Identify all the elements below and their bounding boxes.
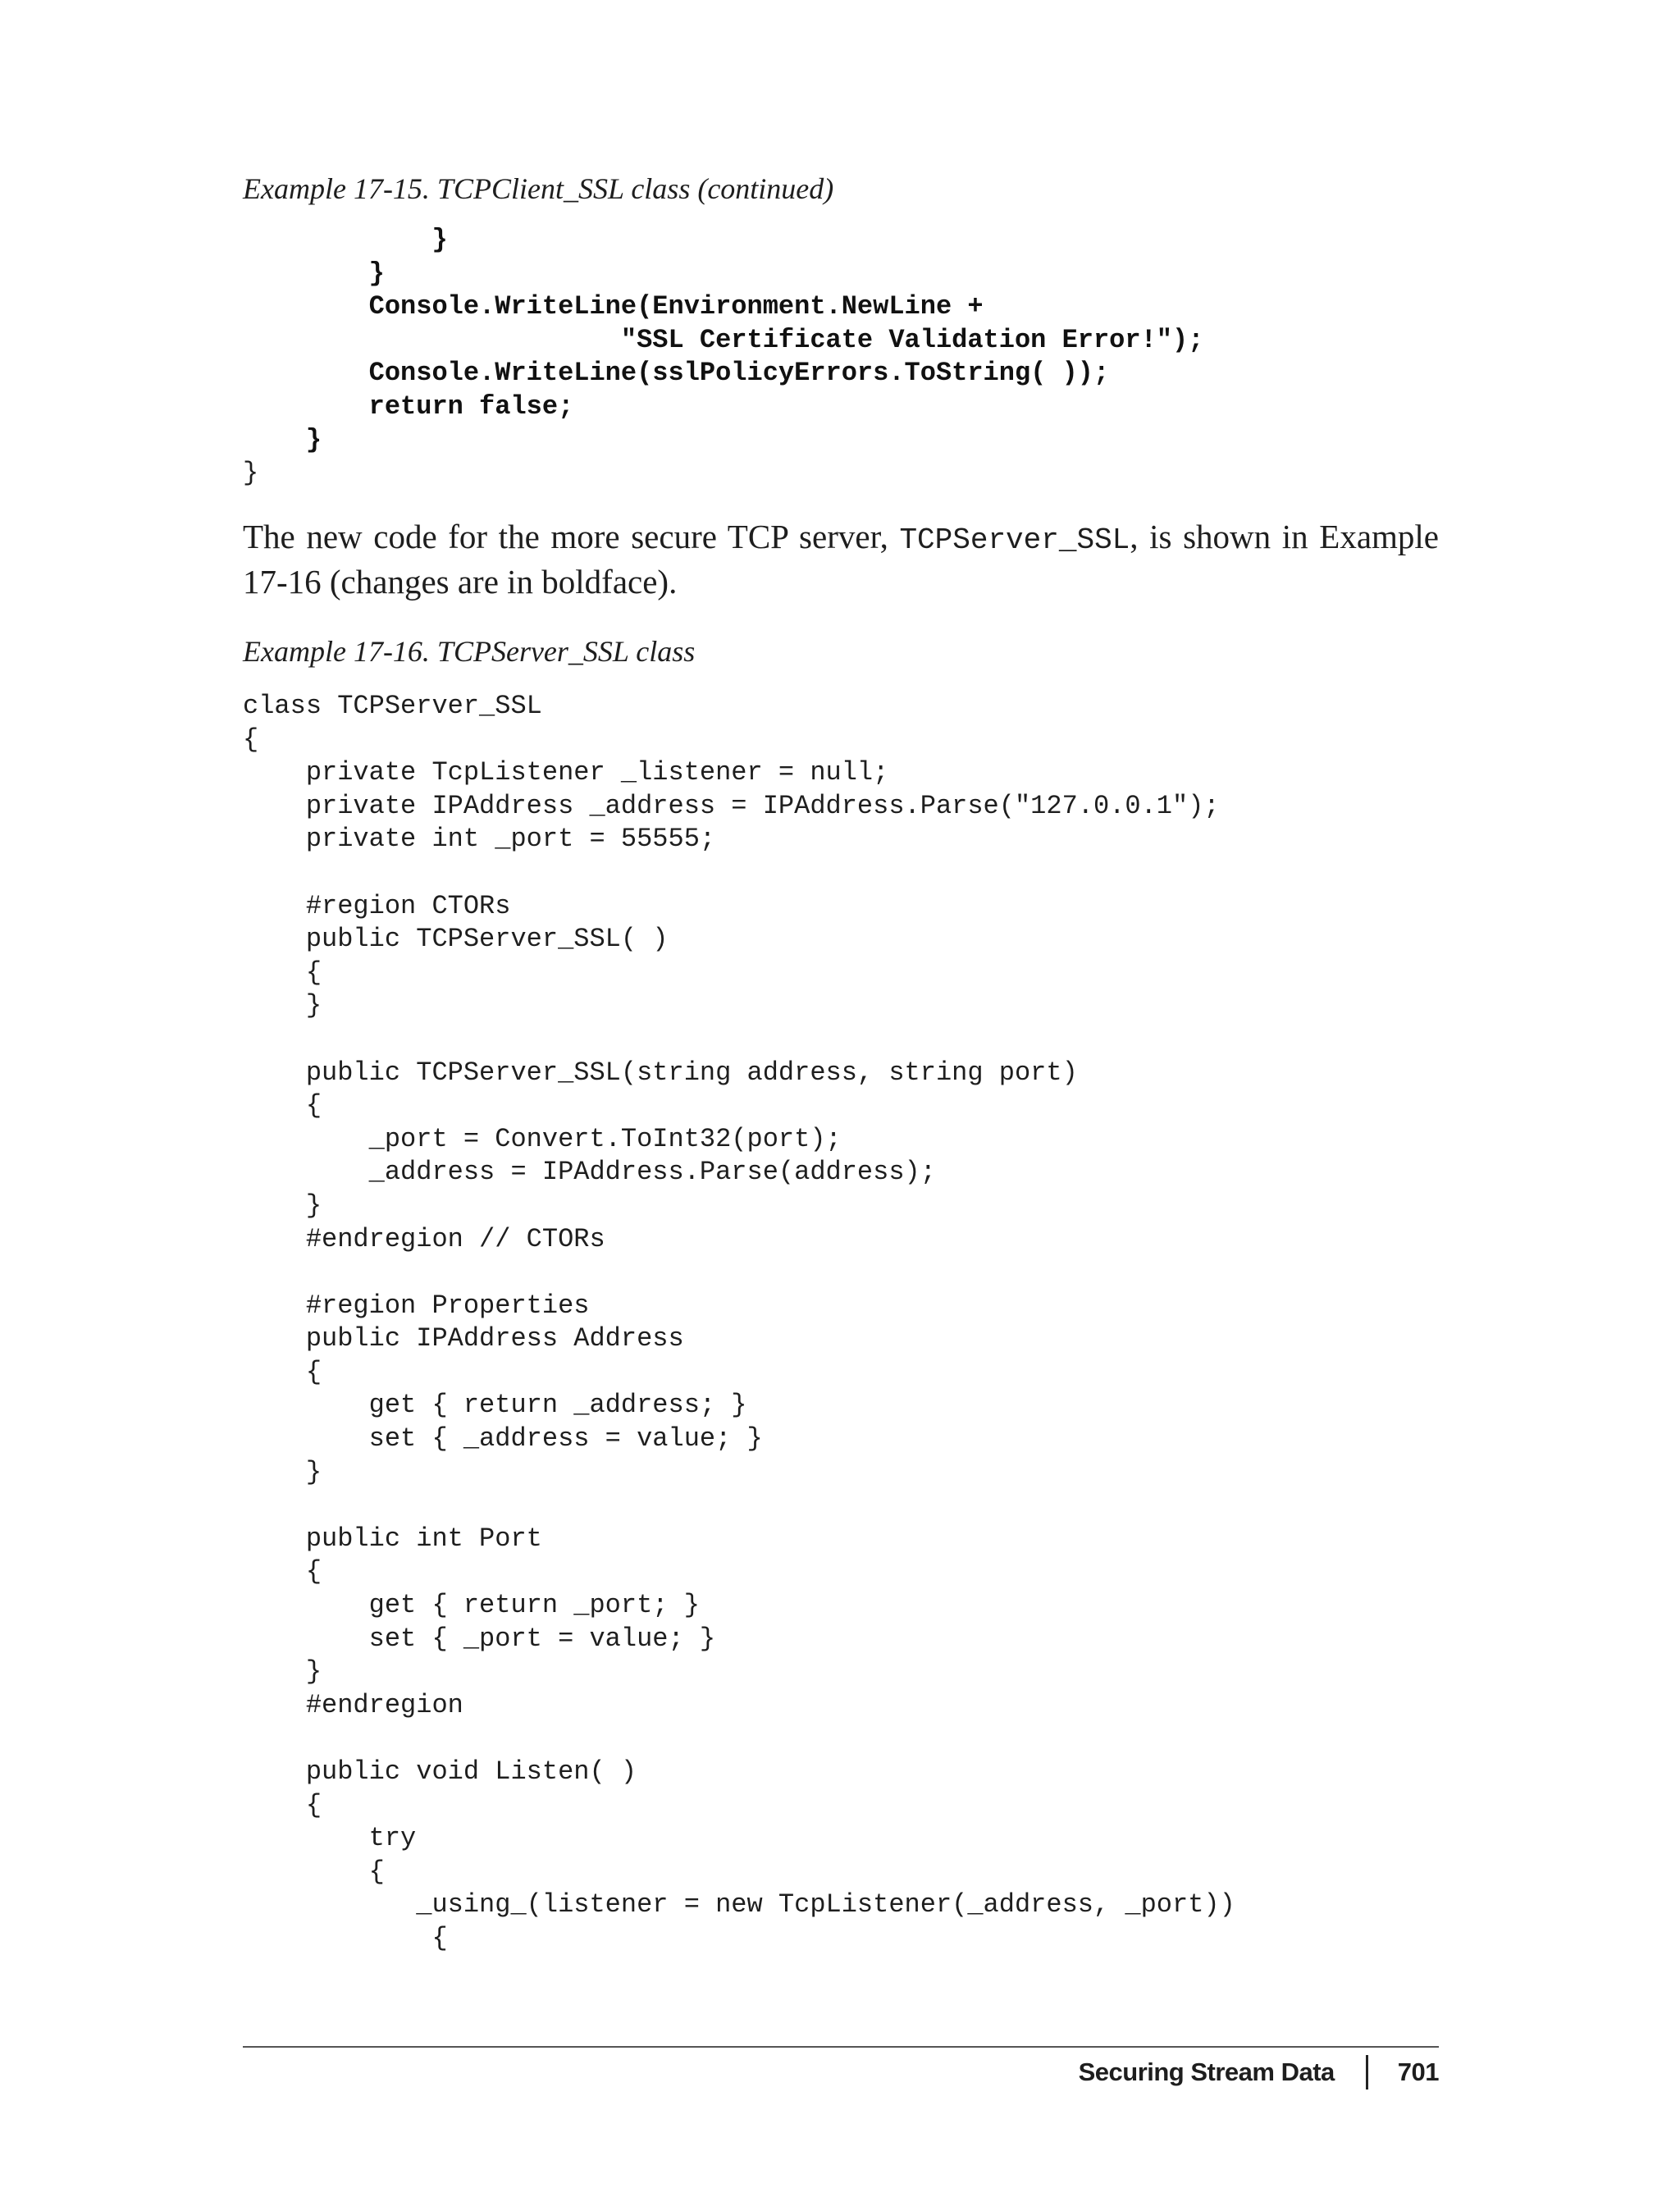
page-footer	[1079, 2055, 1439, 2090]
code-line: class TCPServer_SSL	[243, 691, 542, 721]
code-line: }	[243, 1190, 322, 1221]
code-line: public int Port	[243, 1523, 542, 1554]
code-line: set { _address = value; }	[243, 1423, 763, 1455]
code-line: get { return _address; }	[243, 1390, 747, 1421]
code-line: Console.WriteLine(sslPolicyErrors.ToString( ));	[243, 358, 1110, 389]
page-number: 701	[1397, 2058, 1439, 2086]
code-line: #endregion // CTORs	[243, 1223, 605, 1254]
code-line: _port = Convert.ToInt32(port);	[243, 1123, 842, 1154]
code-line: #region CTORs	[243, 890, 511, 921]
code-line: _using_(listener = new TcpListener(_address, _port))	[243, 1889, 1235, 1921]
code-line: }	[243, 458, 259, 488]
code-line	[243, 856, 1235, 890]
code-line: }	[243, 258, 385, 289]
code-line	[243, 1722, 1235, 1756]
code-line: {	[243, 1090, 322, 1121]
code-line: }	[243, 1656, 322, 1688]
code-line: #region Properties	[243, 1290, 590, 1321]
footer-divider	[243, 2046, 1439, 2048]
paragraph-text: , is shown in Example 17-16 (changes are in boldface).	[243, 518, 1439, 601]
body-paragraph	[243, 516, 1439, 602]
code-line: try	[243, 1823, 417, 1854]
code-line: {	[243, 957, 322, 988]
code-line: private int _port = 55555;	[243, 824, 716, 855]
code-line: }	[243, 990, 322, 1021]
code-block-continued-close	[243, 457, 258, 491]
code-line: get { return _port; }	[243, 1590, 700, 1621]
code-line: {	[243, 1856, 385, 1887]
example-caption-continued: Example 17-15. TCPClient_SSL class (continued)	[243, 172, 834, 205]
code-line: }	[243, 1456, 322, 1487]
code-line: }	[243, 424, 322, 455]
code-line: {	[243, 1356, 322, 1387]
code-line: public TCPServer_SSL(string address, string port)	[243, 1057, 1078, 1088]
code-line: "SSL Certificate Validation Error!");	[243, 324, 1204, 355]
code-line: Console.WriteLine(Environment.NewLine +	[243, 291, 984, 322]
code-line: public void Listen( )	[243, 1756, 637, 1787]
code-line: {	[243, 1556, 322, 1587]
code-block-example	[243, 690, 1235, 1956]
code-block-continued	[243, 224, 1203, 457]
code-line: public TCPServer_SSL( )	[243, 924, 669, 955]
paragraph-text: The new code for the more secure TCP server,	[243, 518, 900, 555]
code-line: return false;	[243, 391, 574, 422]
code-line: private IPAddress _address = IPAddress.Parse("127.0.0.1");	[243, 790, 1220, 821]
paragraph-inline-code: TCPServer_SSL	[899, 523, 1130, 557]
code-line	[243, 1489, 1235, 1523]
footer-section-title: Securing Stream Data	[1078, 2058, 1335, 2086]
code-line: #endregion	[243, 1689, 463, 1720]
code-line: {	[243, 1922, 448, 1953]
code-line: public IPAddress Address	[243, 1323, 684, 1354]
code-line: _address = IPAddress.Parse(address);	[243, 1157, 936, 1188]
code-line: {	[243, 1789, 322, 1820]
code-line: private TcpListener _listener = null;	[243, 757, 889, 788]
footer-separator	[1366, 2055, 1368, 2090]
code-line: {	[243, 724, 259, 755]
code-line	[243, 1256, 1235, 1290]
code-line: set { _port = value; }	[243, 1623, 716, 1654]
example-caption: Example 17-16. TCPServer_SSL class	[243, 635, 696, 668]
code-line	[243, 1023, 1235, 1057]
code-line: }	[243, 225, 448, 255]
